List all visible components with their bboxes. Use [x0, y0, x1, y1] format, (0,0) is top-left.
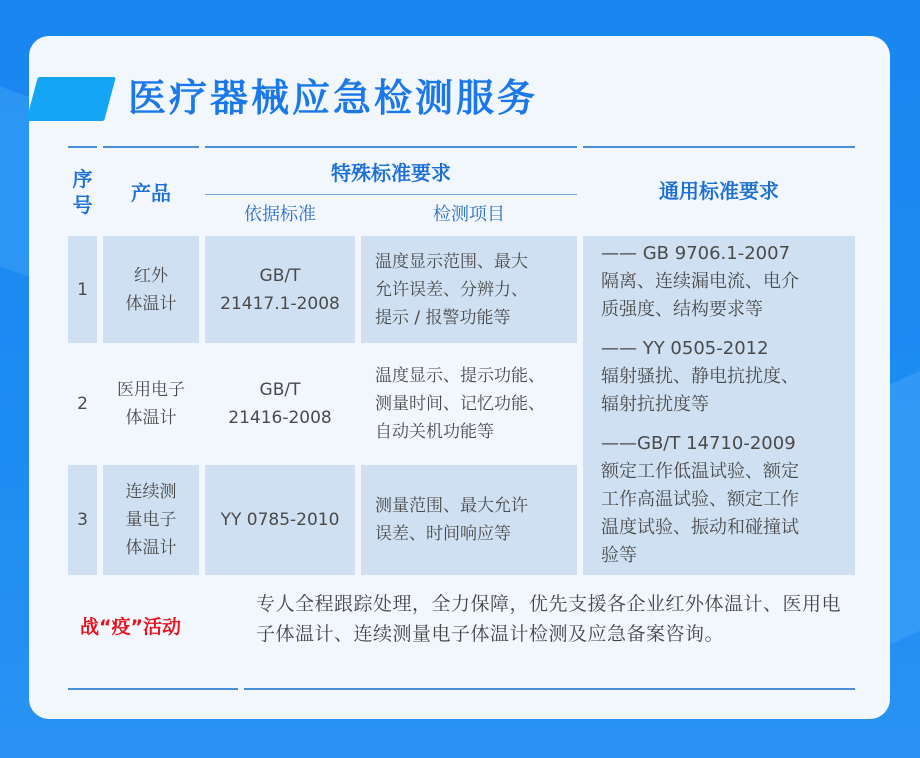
- row3-seq-text: 3: [77, 510, 88, 530]
- row1-product-text: 红外 体温计: [125, 265, 177, 314]
- row1-seq: [68, 236, 97, 343]
- header-seq: 序 号: [72, 167, 93, 217]
- row3-product: [103, 465, 199, 575]
- campaign-text: 专人全程跟踪处理，全力保障，优先支援各企业红外体温计、医用电子体温计、连续测量电子体温计检测及应急备案咨询。: [256, 593, 842, 645]
- general-requirement-2: [601, 335, 851, 419]
- row3-seq: [68, 465, 97, 575]
- general-requirement-3: [601, 430, 851, 570]
- row1-product: [103, 236, 199, 343]
- row3-product-text: 连续测 量电子 体温计: [125, 482, 177, 558]
- general-requirement-2-standard: —— YY 0505-2012: [601, 338, 769, 359]
- row1-items-text: 温度显示范围、最大 允许误差、分辨力、 提示 / 报警功能等: [375, 251, 528, 328]
- header-general: 通用标准要求: [659, 179, 779, 203]
- header-special: 特殊标准要求: [331, 161, 451, 185]
- row1-standard-text: GB/T 21417.1-2008: [220, 265, 340, 314]
- title-accent-tab: [26, 77, 116, 121]
- row2-standard-text: GB/T 21416-2008: [228, 380, 332, 428]
- general-requirement-3-standard: ——GB/T 14710-2009: [601, 433, 796, 454]
- header-rule: [103, 146, 199, 148]
- row2-seq: [68, 349, 97, 459]
- header-basis: 依据标准: [244, 204, 316, 225]
- row3-standard-text: YY 0785-2010: [220, 510, 340, 530]
- page-title: 医疗器械应急检测服务: [128, 76, 539, 120]
- general-requirement-1-standard: —— GB 9706.1-2007: [601, 243, 791, 264]
- row1-seq-text: 1: [77, 279, 88, 300]
- row2-items-text: 温度显示、提示功能、 测量时间、记忆功能、 自动关机功能等: [375, 366, 545, 442]
- row2-product: [103, 349, 199, 459]
- row1-standard: [205, 236, 355, 343]
- subheader-rule: [205, 194, 577, 195]
- row3-standard: [205, 465, 355, 575]
- row2-standard: [205, 349, 355, 459]
- row3-items-text: 测量范围、最大允许 误差、时间响应等: [375, 496, 528, 544]
- general-requirement-2-text: 辐射骚扰、静电抗扰度、 辐射抗扰度等: [601, 366, 799, 415]
- row3-items: [361, 465, 577, 575]
- header-items: 检测项目: [433, 204, 505, 225]
- row2-product-text: 医用电子 体温计: [117, 380, 185, 428]
- header-product: 产品: [131, 181, 171, 205]
- general-requirement-1: [601, 240, 851, 324]
- row1-items: [361, 236, 577, 343]
- row2-items: [361, 349, 577, 459]
- header-rule: [68, 146, 97, 148]
- header-rule: [205, 146, 577, 148]
- row2-seq-text: 2: [77, 394, 88, 414]
- footer-rule: [244, 688, 855, 690]
- general-requirement-1-text: 隔离、连续漏电流、电介 质强度、结构要求等: [601, 271, 799, 320]
- campaign-label: 战“疫”活动: [80, 616, 181, 638]
- footer-rule: [68, 688, 238, 690]
- header-rule: [583, 146, 855, 148]
- general-requirement-3-text: 额定工作低温试验、额定 工作高温试验、额定工作 温度试验、振动和碰撞试 验等: [601, 461, 799, 566]
